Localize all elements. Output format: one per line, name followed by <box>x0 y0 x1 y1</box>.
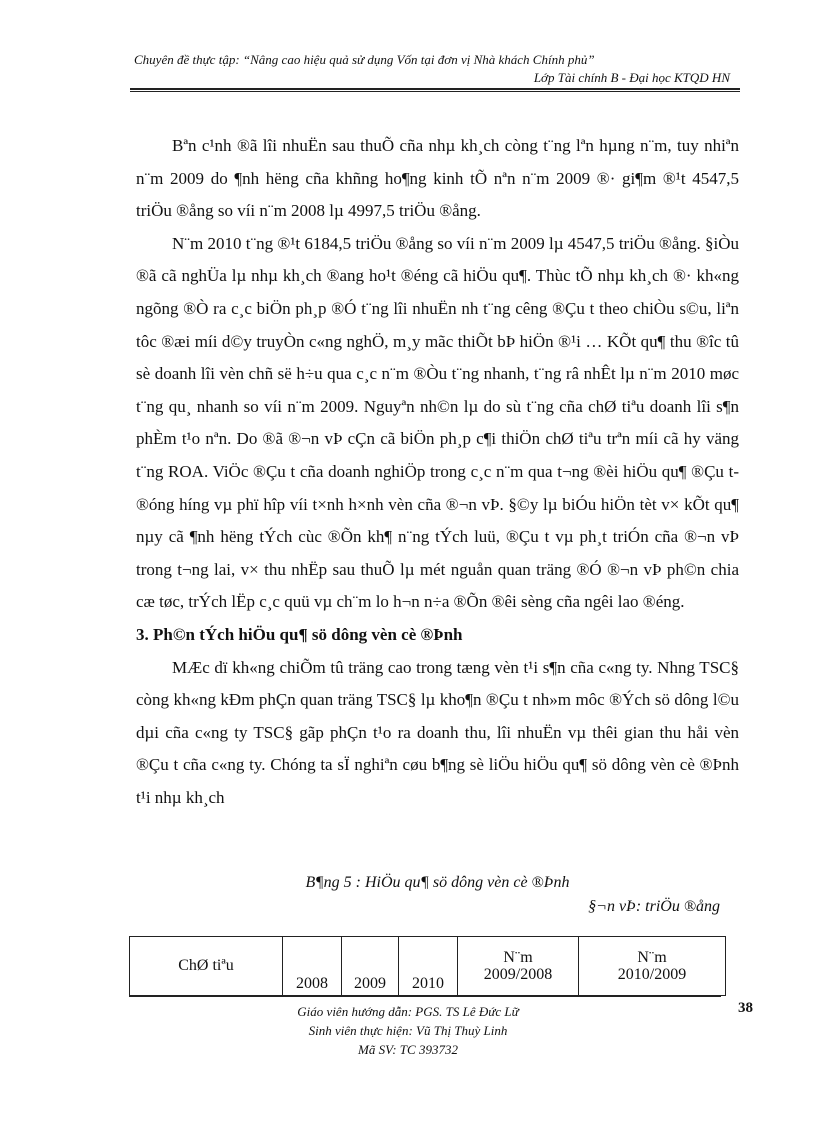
header-indicator: ChØ tiªu <box>130 937 283 996</box>
header-compare-2010-2009 <box>579 937 726 996</box>
table-unit: §¬n vÞ: triÖu ®ång <box>588 898 720 915</box>
header-2008: 2008 <box>283 937 342 996</box>
page-number: 38 <box>738 1000 753 1016</box>
footer-student-id: Mã SV: TC 393732 <box>358 1042 458 1057</box>
section-heading: 3. Ph©n tÝch hiÖu qu¶ sö dông vèn cè ®Þnh <box>136 624 463 644</box>
header-title: Chuyên đề thực tập: “Nâng cao hiệu quả sử dụng Vốn tại đơn vị Nhà khách Chính phủ” <box>134 52 595 67</box>
header-class: Lớp Tài chính B - Đại học KTQD HN <box>533 70 730 85</box>
fixed-capital-table <box>129 936 726 996</box>
paragraph-1: Bªn c¹nh ®ã lîi nhuËn sau thuÕ cña nhµ kh¸ch còng t¨ng lªn hµng n¨m, tuy nhiªn n¨m 2009 do ¶nh hëng cña khñng ho¶ng kinh tÕ nªn n¨m 2009 ®· gi¶m ®¹t 4547,5 triÖu ®ång so víi n¨m 2008 lµ 4997,5 triÖu ®ång. <box>136 136 739 221</box>
footer-divider <box>129 995 721 997</box>
compare-2-years: 2010/2009 <box>617 966 687 983</box>
footer <box>0 1002 816 1059</box>
paragraph-3: MÆc dï kh«ng chiÕm tû träng cao trong tæng vèn t¹i s¶n cña c«ng ty. Nhng TSC§ còng kh«ng kÐm phÇn quan träng TSC§ lµ kho¶n ®Çu t nh»m môc ®Ých sö dông l©u dµi cña c«ng ty TSC§ gãp phÇn t¹o ra doanh thu, lîi nhuËn vµ thêi gian thu håi vèn ®Çu t cña c«ng ty. Chóng ta sÏ nghiªn cøu b¶ng sè liÖu hiÖu qu¶ sö dông vèn cè ®Þnh t¹i nhµ kh¸ch <box>136 657 739 807</box>
main-text <box>136 130 739 814</box>
header-divider <box>130 88 740 90</box>
header-2010: 2010 <box>399 937 458 996</box>
table-header-row <box>130 937 726 996</box>
header-compare-2009-2008 <box>458 937 579 996</box>
footer-advisor: Giáo viên hướng dẫn: PGS. TS Lê Đức Lữ <box>297 1004 519 1019</box>
compare-2-label: N¨m <box>637 949 667 966</box>
table-caption: B¶ng 5 : HiÖu qu¶ sö dông vèn cè ®Þnh <box>305 874 570 891</box>
compare-1-label: N¨m <box>503 949 533 966</box>
header-divider-thin <box>130 91 740 92</box>
footer-student: Sinh viên thực hiện: Vũ Thị Thuỳ Linh <box>308 1023 508 1038</box>
paragraph-2: N¨m 2010 t¨ng ®¹t 6184,5 triÖu ®ång so víi n¨m 2009 lµ 4547,5 triÖu ®ång. §iÒu ®ã cã nghÜa lµ nhµ kh¸ch ®ang ho¹t ®éng cã hiÖu qu¶. Thùc tÕ nhµ kh¸ch ®· kh«ng ngõng ®Ò ra c¸c biÖn ph¸p ®Ó t¨ng lîi nhuËn nh t¨ng cêng ®Çu t theo chiÒu s©u, liªn tôc ®æi míi d©y truyÒn c«ng nghÖ, m¸y mãc thiÕt bÞ hiÖn ®¹i … KÕt qu¶ thu ®îc tû sè doanh lîi vèn chñ së h÷u qua c¸c n¨m ®Òu t¨ng nhanh, t¨ng râ nhÊt lµ n¨m 2010 møc t¨ng qu¸ nhanh so víi n¨m 2009. Nguyªn nh©n lµ do sù t¨ng cña chØ tiªu doanh lîi s¶n phÈm t¹o nªn. Do ®ã ®¬n vÞ cÇn cã biÖn ph¸p c¶i thiÖn chØ tiªu trªn míi cã hy väng t¨ng ROA. ViÖc ®Çu t cña doanh nghiÖp trong c¸c n¨m qua t¬ng ®èi hiÖu qu¶ ®Çu t ®óng híng vµ phï hîp víi t×nh h×nh vèn cña ®¬n vÞ. §©y lµ biÓu hiÖn tèt v× kÕt qu¶ nµy cã ¶nh hëng tÝch cùc ®Õn kh¶ n¨ng tÝch luü, ®Çu t vµ ph¸t triÓn cña ®¬n vÞ trong t¬ng lai, v× thu nhËp sau thuÕ lµ mét nguån quan träng ®Ó ®¬n vÞ ph©n chia cæ tøc, trÝch lËp c¸c quü vµ ch¨m lo h¬n n÷a ®Õn ®êi sèng cña ngêi lao ®éng. <box>136 233 739 612</box>
compare-1-years: 2009/2008 <box>483 966 553 983</box>
header-2009: 2009 <box>342 937 399 996</box>
